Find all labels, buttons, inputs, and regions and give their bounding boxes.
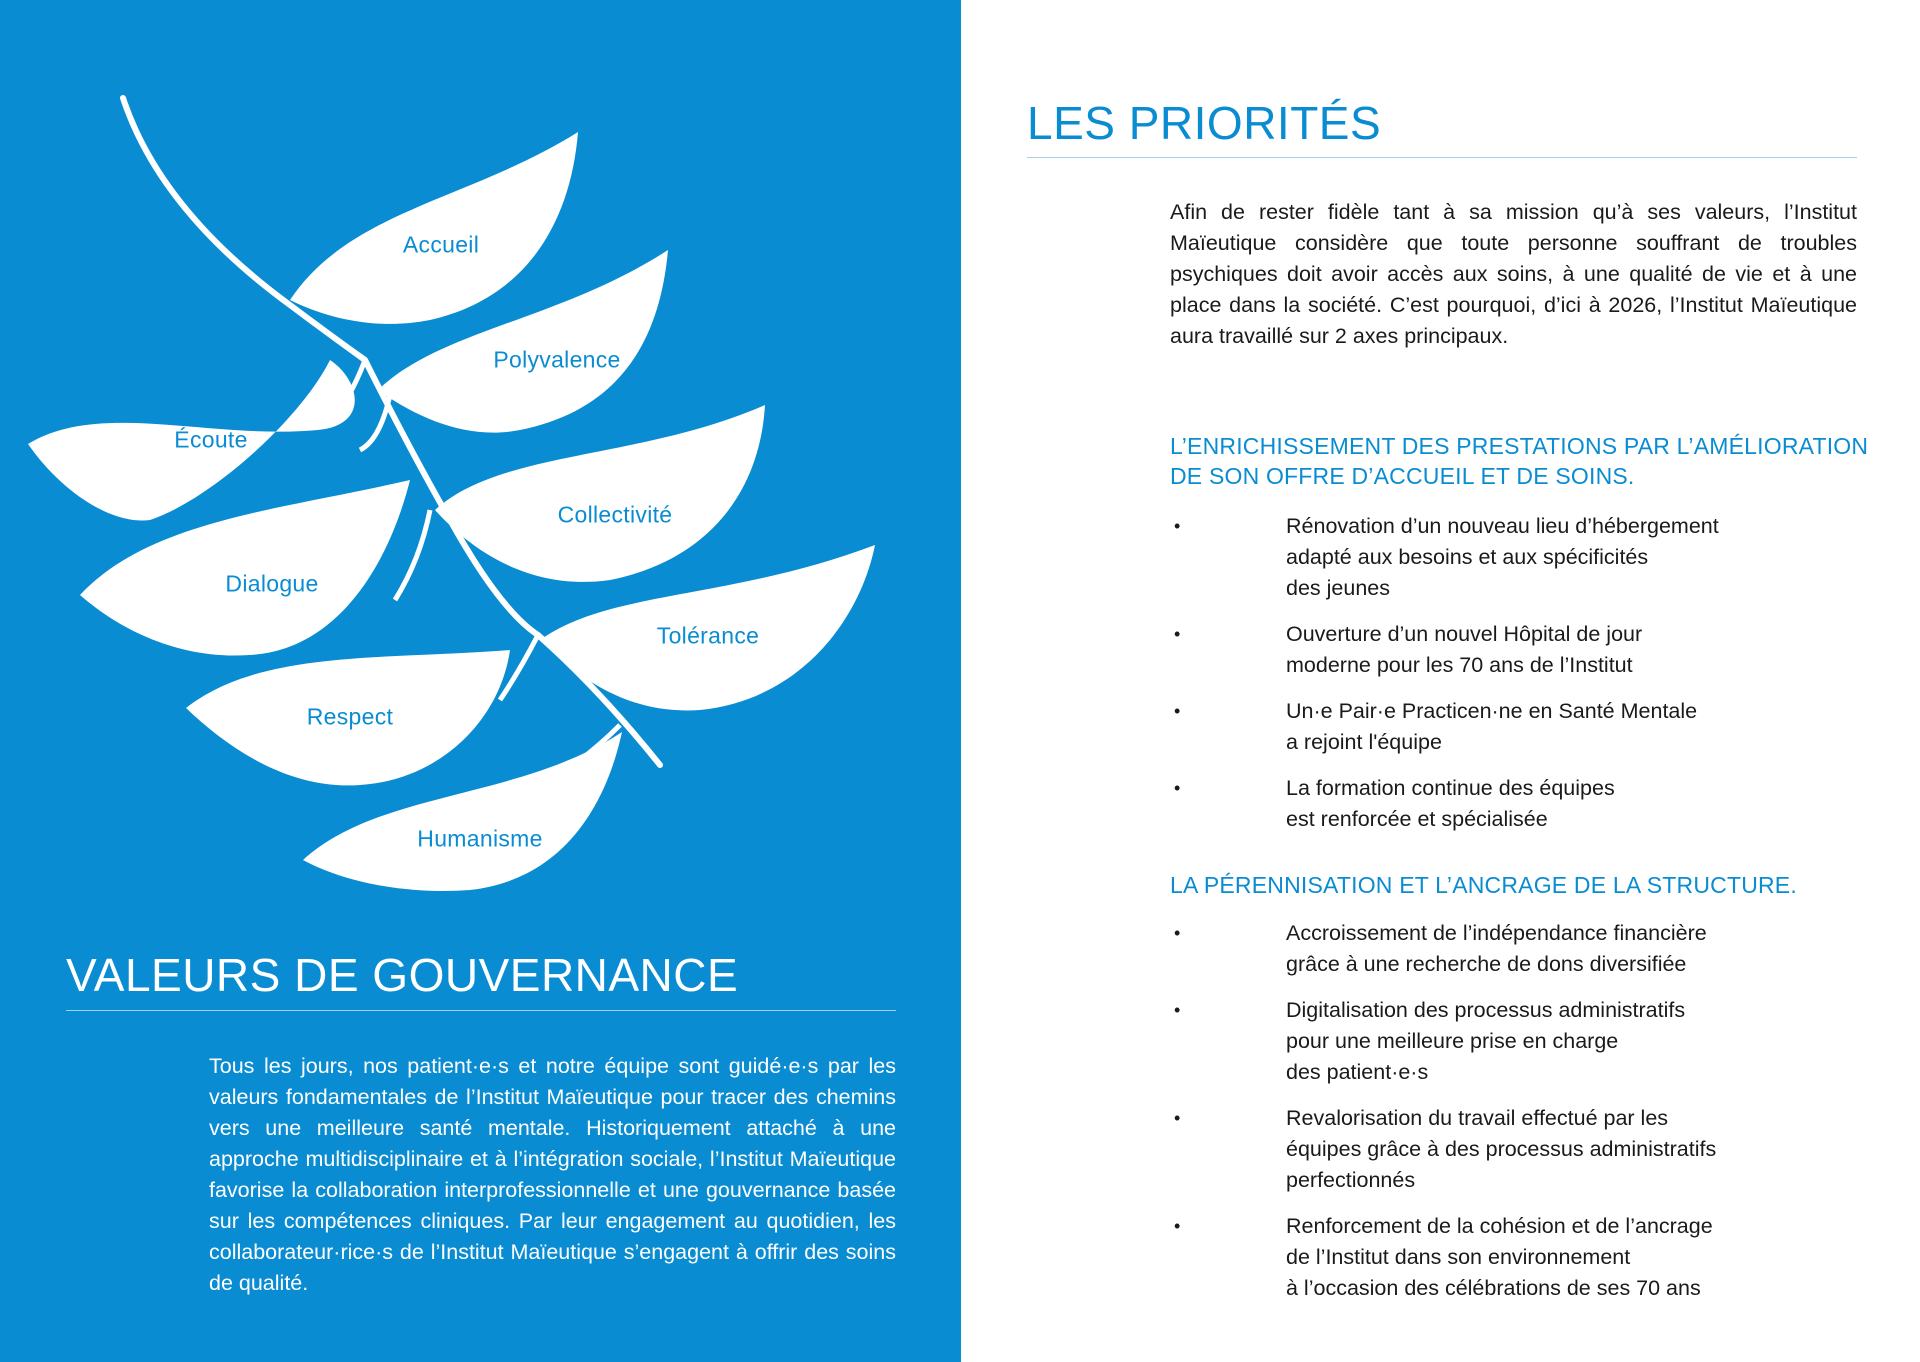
list-item: • Un·e Pair·e Practicen·ne en Santé Mentale a rejoint l'équipe <box>1170 696 1857 758</box>
leaf-label-tolerance: Tolérance <box>656 622 760 649</box>
leaf-label-accueil: Accueil <box>402 231 480 258</box>
list-item: • Renforcement de la cohésion et de l’ancrage de l’Institut dans son environnement à l’occasion des célébrations de ses 70 ans <box>1170 1211 1857 1304</box>
branch-twig <box>395 510 430 600</box>
priorites-intro-paragraph: Afin de rester fidèle tant à sa mission qu’à ses valeurs, l’Institut Maïeutique considère que toute personne souffrant de troubles psychiques doit avoir accès aux soins, à une qualité de vie et à une place dans la société. C’est pourquoi, d’ici à 2026, l’Institut Maïeutique aura travaillé sur 2 axes principaux. <box>1170 200 1857 348</box>
section-title-valeurs: VALEURS DE GOUVERNANCE <box>66 949 739 1001</box>
list-item: • Rénovation d’un nouveau lieu d’hébergement adapté aux besoins et aux spécificités des jeunes <box>1170 511 1857 604</box>
list-item: • La formation continue des équipes est renforcée et spécialisée <box>1170 773 1857 835</box>
list-item: • Ouverture d’un nouvel Hôpital de jour moderne pour les 70 ans de l’Institut <box>1170 619 1857 681</box>
bullet-icon: • <box>1174 1216 1181 1236</box>
bullet-icon: • <box>1174 624 1181 644</box>
right-panel <box>961 0 1920 1362</box>
list-item: • Digitalisation des processus administratifs pour une meilleure prise en charge des patient·e·s <box>1170 995 1857 1088</box>
valeurs-paragraph: Tous les jours, nos patient·e·s et notre équipe sont guidé·e·s par les valeurs fondamentales de l’Institut Maïeutique pour tracer des chemins vers une meilleure santé mentale. Historiquement attaché à une approche multidisciplinaire et à l’intégration sociale, l’Institut Maïeutique favorise la collaboration interprofessionnelle et une gouvernance basée sur les compétences cliniques. Par leur engagement au quotidien, les collaborateur·rice·s de l’Institut Maïeutique s’engagent à offrir des soins de qualité. <box>209 1054 896 1295</box>
leaf-label-ecoute: Écoute <box>174 426 248 453</box>
bullet-icon: • <box>1174 516 1181 536</box>
axis-list-enrichissement <box>1170 511 1857 850</box>
axis-heading-perennisation: LA PÉRENNISATION ET L’ANCRAGE DE LA STRUCTURE. <box>1170 872 1797 898</box>
leaf-accueil <box>290 132 578 324</box>
list-item: • Revalorisation du travail effectué par les équipes grâce à des processus administratifs perfectionnés <box>1170 1103 1857 1196</box>
section-title-priorites: LES PRIORITÉS <box>1027 97 1382 149</box>
bullet-icon: • <box>1174 1000 1181 1020</box>
title-divider <box>1027 157 1857 158</box>
bullet-icon: • <box>1174 1108 1181 1128</box>
axis-list-perennisation <box>1170 918 1857 1319</box>
leaf-label-collectivite: Collectivité <box>557 501 673 528</box>
leaf-branch-illustration <box>0 0 961 900</box>
leaf-label-humanisme: Humanisme <box>417 825 543 852</box>
bullet-icon: • <box>1174 923 1181 943</box>
leaf-label-respect: Respect <box>306 703 394 730</box>
axis-heading-enrichissement: L’ENRICHISSEMENT DES PRESTATIONS PAR L’AMÉLIORATION DE SON OFFRE D’ACCUEIL ET DE SOINS. <box>1170 433 1869 489</box>
bullet-icon: • <box>1174 778 1181 798</box>
list-item: • Accroissement de l’indépendance financière grâce à une recherche de dons diversifiée <box>1170 918 1857 980</box>
branch-twig <box>360 395 390 450</box>
title-divider <box>66 1010 896 1011</box>
leaf-label-dialogue: Dialogue <box>225 570 319 597</box>
bullet-icon: • <box>1174 701 1181 721</box>
leaf-label-polyvalence: Polyvalence <box>493 346 621 373</box>
